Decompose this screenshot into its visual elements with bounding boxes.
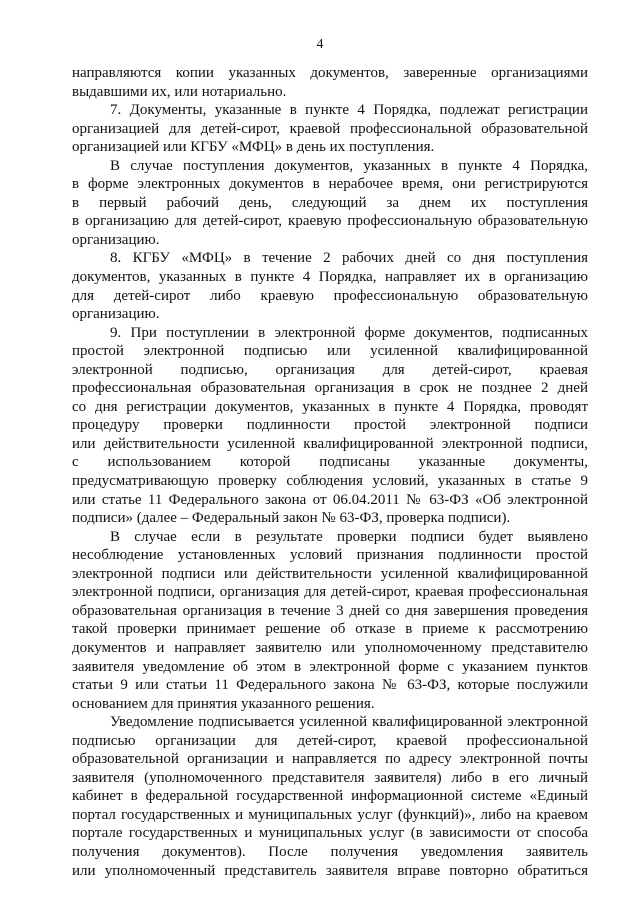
text-line: организацией или КГБУ «МФЦ» в день их поступления. bbox=[72, 139, 435, 156]
text-line: для детей-сирот либо краевую профессиональную образовательную bbox=[72, 287, 588, 304]
text-line: несоблюдение установленных условий признания подлинности простой bbox=[72, 547, 588, 564]
text-line: электронной подписи, организация для детей-сирот, краевая профессиональная bbox=[72, 584, 588, 601]
text-line: электронной подписью, организация для детей-сирот, краевая bbox=[72, 361, 588, 378]
text-line: портале государственных и муниципальных услуг (в зависимости от способа bbox=[72, 825, 588, 842]
text-line: 9. При поступлении в электронной форме документов, подписанных bbox=[110, 324, 588, 341]
text-line: заявителя (уполномоченного представителя заявителя) либо в его личный bbox=[72, 769, 588, 786]
text-line: В случае поступления документов, указанных в пункте 4 Порядка, bbox=[110, 157, 588, 174]
document-body bbox=[72, 64, 588, 880]
text-line: 8. КГБУ «МФЦ» в течение 2 рабочих дней со дня поступления bbox=[110, 250, 588, 267]
text-line: основанием для принятия указанного решения. bbox=[72, 695, 375, 712]
text-line: с использованием которой подписаны указанные документы, bbox=[72, 454, 588, 471]
text-line: электронной подписи или действительности усиленной квалифицированной bbox=[72, 565, 588, 582]
text-line: профессиональная образовательная организация в срок не позднее 2 дней bbox=[72, 380, 588, 397]
text-line: процедуру проверки подлинности простой электронной подписи bbox=[72, 417, 588, 434]
text-line: подписью организации для детей-сирот, краевой профессиональной bbox=[72, 732, 588, 749]
page-number: 4 bbox=[316, 36, 324, 51]
text-line: предусматривающую проверку соблюдения условий, указанных в статье 9 bbox=[72, 473, 588, 490]
text-line: Уведомление подписывается усиленной квалифицированной электронной bbox=[110, 714, 588, 731]
text-line: 7. Документы, указанные в пункте 4 Порядка, подлежат регистрации bbox=[110, 102, 588, 119]
text-line: простой электронной подписью или усиленной квалифицированной bbox=[72, 343, 588, 360]
text-line: получения документов). После получения уведомления заявитель bbox=[72, 843, 588, 860]
text-line: образовательная организация в течение 3 дней со дня завершения проведения bbox=[72, 602, 588, 619]
text-line: организацией для детей-сирот, краевой профессиональной образовательной bbox=[72, 120, 588, 137]
text-line: или статье 11 Федерального закона от 06.04.2011 № 63-ФЗ «Об электронной bbox=[72, 491, 588, 508]
text-line: в первый рабочий день, следующий за днем их поступления bbox=[72, 194, 588, 211]
text-line: в форме электронных документов в нерабочее время, они регистрируются bbox=[72, 176, 588, 193]
text-line: портал государственных и муниципальных услуг (функций)», либо на краевом bbox=[72, 806, 588, 823]
text-line: такой проверки принимает решение об отказе в приеме к рассмотрению bbox=[72, 621, 588, 638]
text-line: организацию. bbox=[72, 306, 160, 323]
text-line: документов, указанных в пункте 4 Порядка, направляет их в организацию bbox=[72, 269, 588, 286]
text-line: В случае если в результате проверки подписи будет выявлено bbox=[110, 528, 588, 545]
text-line: или действительности усиленной квалифицированной электронной подписи, bbox=[72, 435, 588, 452]
text-line: заявителя уведомление об этом в электронной форме с указанием пунктов bbox=[72, 658, 588, 675]
text-line: в организацию для детей-сирот, краевую профессиональную образовательную bbox=[72, 213, 588, 230]
text-line: кабинет в федеральной государственной информационной системе «Единый bbox=[72, 788, 588, 805]
text-line: образовательной организации и направляется по адресу электронной почты bbox=[72, 751, 588, 768]
text-line: подписи» (далее – Федеральный закон № 63-ФЗ, проверка подписи). bbox=[72, 510, 511, 527]
text-line: или уполномоченный представитель заявителя вправе повторно обратиться bbox=[72, 862, 588, 879]
text-line: направляются копии указанных документов, заверенные организациями bbox=[72, 65, 588, 81]
text-line: статьи 9 или статьи 11 Федерального закона № 63-ФЗ, которые послужили bbox=[72, 677, 588, 694]
text-line: выдавшими их, или нотариально. bbox=[72, 83, 287, 100]
text-line: организацию. bbox=[72, 231, 160, 248]
text-line: документов и направляет заявителю или уполномоченному представителю bbox=[72, 639, 588, 656]
text-line: со дня регистрации документов, указанных в пункте 4 Порядка, проводят bbox=[72, 398, 588, 415]
